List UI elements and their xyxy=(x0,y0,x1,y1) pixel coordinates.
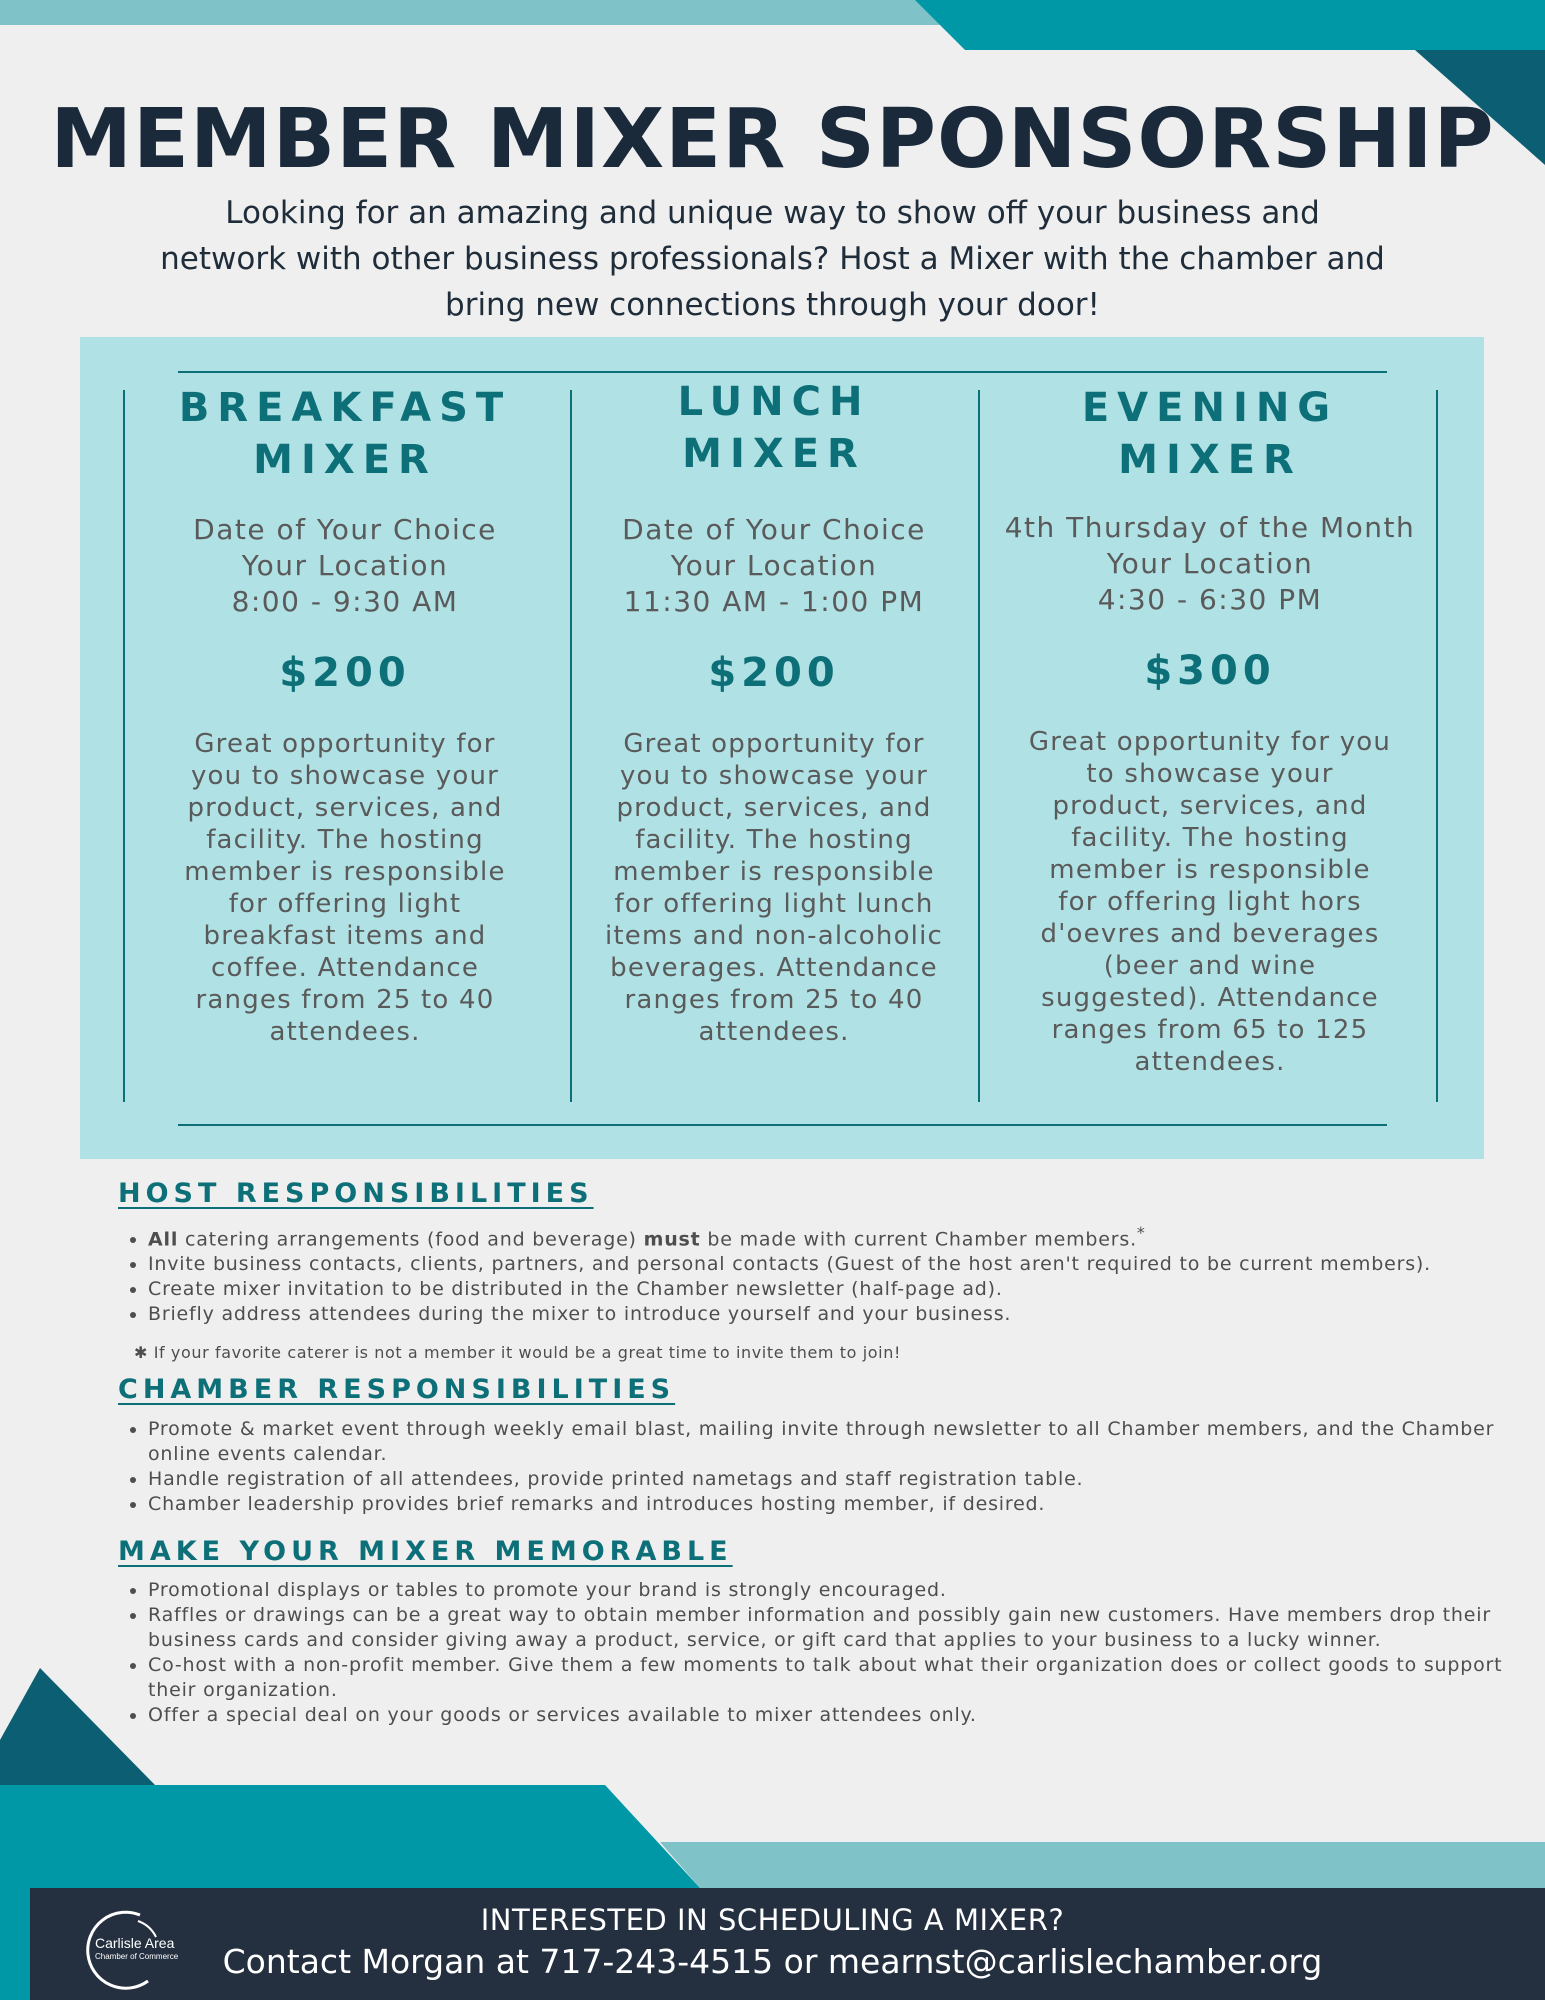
mixer-details xyxy=(590,512,958,620)
mixer-time: 8:00 - 9:30 AM xyxy=(231,585,459,618)
footer-headline: INTERESTED IN SCHEDULING A MIXER? xyxy=(480,1903,1065,1937)
evening-mixer-card xyxy=(990,382,1430,1078)
mixer-location: Your Location xyxy=(1106,547,1314,580)
mixer-description: Great opportunity for you to showcase your product, services, and facility. The hosting member is responsible for offering light lunch items and non-alcoholic beverages. Attendance ranges from 25 to 40 attendees. xyxy=(604,729,944,1047)
panel-divider xyxy=(978,390,980,1102)
mixer-title: EVENING MIXER xyxy=(1081,385,1339,483)
mixer-details xyxy=(155,512,535,620)
logo-subtitle: Chamber of Commerce xyxy=(95,1952,179,1961)
mixer-description: Great opportunity for you to showcase your product, services, and facility. The hosting member is responsible for offering light hors d'oevres and beverages (beer and wine suggested). Attendance ranges from 65 to 125 attendees. xyxy=(1028,727,1392,1077)
chamber-responsibilities-heading: CHAMBER RESPONSIBILITIES xyxy=(118,1374,676,1405)
breakfast-mixer-card xyxy=(155,382,535,1048)
list-item: • Briefly address attendees during the mixer to introduce yourself and your business. xyxy=(148,1302,1508,1327)
mixer-price: $200 xyxy=(279,650,411,696)
list-item: • Promote & market event through weekly email blast, mailing invite through newsletter to all Chamber members, and the Chamber online events calendar. xyxy=(148,1417,1508,1467)
list-item: • Promotional displays or tables to promote your brand is strongly encouraged. xyxy=(148,1578,1508,1603)
mixer-date: Date of Your Choice xyxy=(622,513,926,546)
list-item: • Raffles or drawings can be a great way to obtain member information and possibly gain new customers. Have members drop their business cards and consider giving away a product, service, or gift card that applies to your business to a lucky winner. xyxy=(148,1603,1508,1653)
caterer-note: ✱ If your favorite caterer is not a member it would be a great time to invite them to join! xyxy=(134,1343,901,1362)
mixer-date: Date of Your Choice xyxy=(193,513,497,546)
mixer-description: Great opportunity for you to showcase your product, services, and facility. The hosting member is responsible for offering light breakfast items and coffee. Attendance ranges from 25 to 40 attendees. xyxy=(184,729,506,1047)
page-title: MEMBER MIXER SPONSORSHIP xyxy=(50,92,1495,187)
footer-contact: Contact Morgan at 717-243-4515 or mearnst@carlislechamber.org xyxy=(222,1942,1323,1981)
list-item: • All catering arrangements (food and beverage) must be made with current Chamber members.* xyxy=(148,1220,1508,1252)
intro-text: Looking for an amazing and unique way to show off your business and network with other business professionals? Host a Mixer with the chamber and bring new connections through your door! xyxy=(160,195,1385,323)
list-item: • Co-host with a non-profit member. Give them a few moments to talk about what their organization does or collect goods to support their organization. xyxy=(148,1653,1508,1703)
memorable-list xyxy=(120,1578,1508,1728)
mixer-price: $300 xyxy=(1144,648,1276,694)
panel-top-rule xyxy=(178,371,1387,373)
panel-divider xyxy=(1436,390,1438,1102)
mixer-title: BREAKFAST MIXER xyxy=(178,385,512,483)
list-item: • Create mixer invitation to be distributed in the Chamber newsletter (half-page ad). xyxy=(148,1277,1508,1302)
lunch-mixer-card xyxy=(590,376,958,1048)
mixer-location: Your Location xyxy=(670,549,878,582)
mixer-price: $200 xyxy=(708,650,840,696)
asterisk-icon: * xyxy=(1136,1223,1146,1242)
list-item: • Offer a special deal on your goods or services available to mixer attendees only. xyxy=(148,1703,1508,1728)
panel-bottom-rule xyxy=(178,1124,1387,1126)
panel-divider xyxy=(123,390,125,1102)
list-item: • Invite business contacts, clients, partners, and personal contacts (Guest of the host aren't required to be current members). xyxy=(148,1252,1508,1277)
host-responsibilities-heading: HOST RESPONSIBILITIES xyxy=(118,1178,594,1209)
mixer-details xyxy=(990,510,1430,618)
mixer-time: 4:30 - 6:30 PM xyxy=(1097,583,1323,616)
memorable-heading: MAKE YOUR MIXER MEMORABLE xyxy=(118,1536,733,1567)
mixer-date: 4th Thursday of the Month xyxy=(1004,511,1416,544)
mixer-time: 11:30 AM - 1:00 PM xyxy=(623,585,925,618)
panel-divider xyxy=(570,390,572,1102)
logo-name: Carlisle Area xyxy=(95,1935,175,1951)
mixer-title: LUNCH MIXER xyxy=(677,379,871,477)
mixer-location: Your Location xyxy=(241,549,449,582)
list-item: • Handle registration of all attendees, provide printed nametags and staff registration table. xyxy=(148,1467,1508,1492)
list-item: • Chamber leadership provides brief remarks and introduces hosting member, if desired. xyxy=(148,1492,1508,1517)
chamber-responsibilities-list xyxy=(120,1417,1508,1517)
host-responsibilities-list xyxy=(120,1220,1508,1327)
